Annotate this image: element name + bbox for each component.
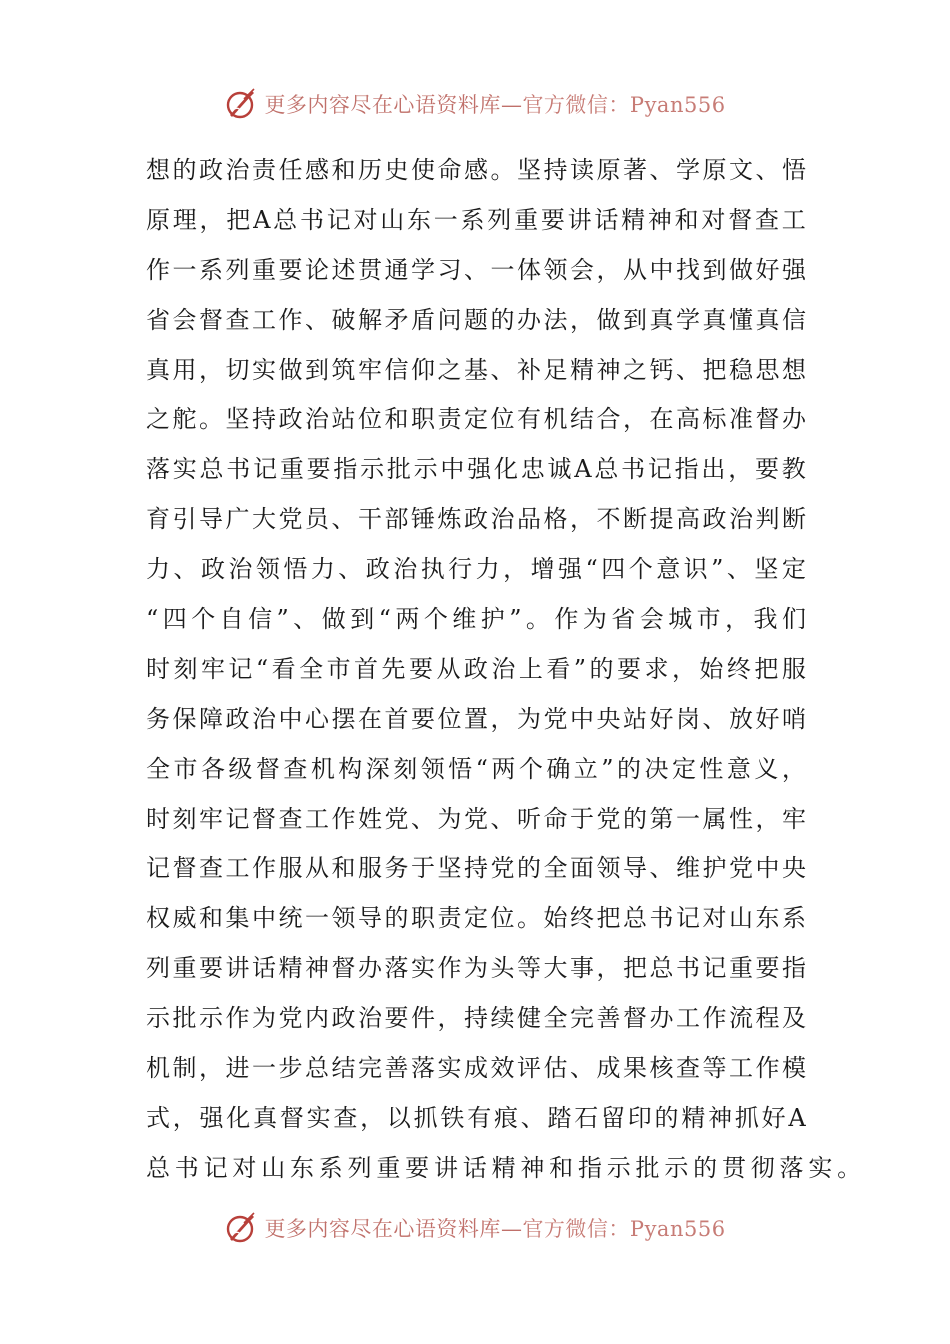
text-line: 列 重 要 讲 话 精 神 督 办 落 实 作 为 头 等 大 事 ， 把 总 书 记 重 要 指 — [146, 954, 806, 983]
text-line: 记 督 查 工 作 服 从 和 服 务 于 坚 持 党 的 全 面 领 导 、 维 护 党 中 央 — [146, 854, 806, 883]
text-line: 落 实 总 书 记 重 要 指 示 批 示 中 强 化 忠 诚 A 总 书 记 指 出 ， 要 教 — [146, 455, 806, 484]
text-line: 权 威 和 集 中 统 一 领 导 的 职 责 定 位 。 始 终 把 总 书 记 对 山 东 系 — [146, 904, 806, 933]
text-line: 全 市 各 级 督 查 机 构 深 刻 领 悟 “ 两 个 确 立 ” 的 决 定 性 意 义 ， — [146, 754, 806, 783]
text-line: 总 书 记 对 山 东 系 列 重 要 讲 话 精 神 和 指 示 批 示 的 贯 彻 落 实 。 — [146, 1153, 862, 1182]
header-watermark — [0, 84, 950, 124]
text-line: 示 批 示 作 为 党 内 政 治 要 件 ， 持 续 健 全 完 善 督 办 工 作 流 程 及 — [146, 1004, 806, 1033]
text-line: 之 舵 。 坚 持 政 治 站 位 和 职 责 定 位 有 机 结 合 ， 在 高 标 准 督 办 — [146, 405, 806, 434]
header-watermark-text: 更多内容尽在心语资料库—官方微信：Pyan556 — [264, 93, 726, 117]
text-line: 务 保 障 政 治 中 心 摆 在 首 要 位 置 ， 为 党 中 央 站 好 岗 、 放 好 哨 — [146, 704, 806, 733]
document-body — [146, 146, 862, 1194]
text-line: 力 、 政 治 领 悟 力 、 政 治 执 行 力 ， 增 强 “ 四 个 意 识 ” 、 坚 定 — [146, 555, 806, 584]
pen-quill-logo-icon — [224, 87, 258, 121]
text-line: 育 引 导 广 大 党 员 、 干 部 锤 炼 政 治 品 格 ， 不 断 提 高 政 治 判 断 — [146, 505, 806, 534]
text-line: 机 制 ， 进 一 步 总 结 完 善 落 实 成 效 评 估 、 成 果 核 查 等 工 作 模 — [146, 1054, 806, 1083]
pen-quill-logo-icon — [224, 1211, 258, 1245]
text-line: 时 刻 牢 记 督 查 工 作 姓 党 、 为 党 、 听 命 于 党 的 第 一 属 性 ， 牢 — [146, 804, 806, 833]
footer-watermark — [0, 1208, 950, 1248]
text-line: 省 会 督 查 工 作 、 破 解 矛 盾 问 题 的 办 法 ， 做 到 真 学 真 懂 真 信 — [146, 305, 806, 334]
text-line: 时 刻 牢 记 “ 看 全 市 首 先 要 从 政 治 上 看 ” 的 要 求 ， 始 终 把 服 — [146, 654, 806, 683]
footer-watermark-text: 更多内容尽在心语资料库—官方微信：Pyan556 — [264, 1217, 726, 1241]
text-line: 式 ， 强 化 真 督 实 查 ， 以 抓 铁 有 痕 、 踏 石 留 印 的 精 神 抓 好 A — [146, 1103, 806, 1132]
text-line: 想 的 政 治 责 任 感 和 历 史 使 命 感 。 坚 持 读 原 著 、 学 原 文 、 悟 — [146, 156, 806, 184]
text-line: 真 用 ， 切 实 做 到 筑 牢 信 仰 之 基 、 补 足 精 神 之 钙 、 把 稳 思 想 — [146, 355, 806, 384]
text-line: 作 一 系 列 重 要 论 述 贯 通 学 习 、 一 体 领 会 ， 从 中 找 到 做 好 强 — [146, 255, 806, 284]
text-line: 原 理 ， 把 A 总 书 记 对 山 东 一 系 列 重 要 讲 话 精 神 和 对 督 查 工 — [146, 205, 806, 234]
text-line: “ 四 个 自 信 ” 、 做 到 “ 两 个 维 护 ” 。 作 为 省 会 城 市 ， 我 们 — [146, 605, 806, 634]
